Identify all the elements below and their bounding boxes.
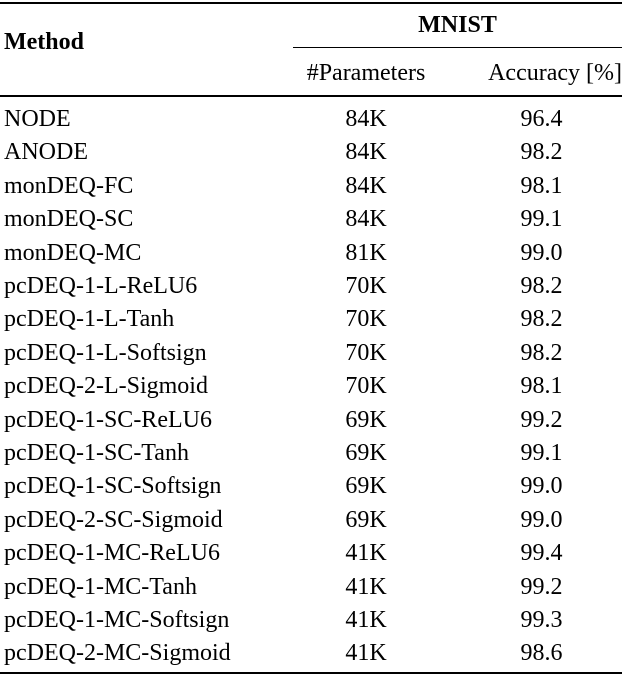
table-row [0, 104, 622, 137]
parameters-cell: 41K [345, 640, 387, 667]
parameters-cell: 69K [345, 440, 387, 466]
parameters-cell: 41K [345, 573, 387, 600]
parameters-cell: 69K [345, 473, 387, 500]
accuracy-cell: 99.0 [520, 473, 563, 500]
accuracy-cell: 98.2 [520, 339, 563, 366]
mnist-group-header: MNIST [418, 12, 497, 38]
accuracy-cell: 99.2 [520, 406, 563, 433]
method-cell: pcDEQ-2-L-Sigmoid [4, 373, 208, 400]
parameters-cell: 70K [345, 373, 387, 400]
accuracy-cell: 99.1 [520, 206, 563, 233]
method-cell: pcDEQ-1-MC-Tanh [4, 573, 197, 600]
method-cell: pcDEQ-1-SC-Softsign [4, 473, 222, 500]
method-cell: ANODE [4, 139, 88, 166]
accuracy-cell: 98.2 [520, 139, 563, 166]
method-cell: pcDEQ-1-SC-ReLU6 [4, 406, 212, 433]
group-rule [293, 47, 622, 48]
bottom-rule [0, 672, 622, 674]
method-cell: pcDEQ-2-SC-Sigmoid [4, 506, 223, 533]
table-row [0, 638, 622, 671]
parameters-cell: 70K [345, 339, 387, 366]
method-cell: monDEQ-FC [4, 172, 134, 199]
parameters-cell: 84K [345, 172, 387, 199]
table-row [0, 271, 622, 304]
table-row [0, 171, 622, 204]
accuracy-cell: 99.2 [520, 573, 563, 600]
method-cell: monDEQ-SC [4, 206, 134, 233]
accuracy-cell: 99.1 [520, 440, 563, 466]
parameters-header: #Parameters [306, 60, 426, 86]
method-cell: pcDEQ-2-MC-Sigmoid [4, 640, 231, 667]
accuracy-cell: 98.2 [520, 306, 563, 333]
table-row [0, 505, 622, 538]
table-row [0, 538, 622, 571]
table-row [0, 137, 622, 170]
parameters-cell: 84K [345, 139, 387, 166]
table-row [0, 204, 622, 237]
table-row [0, 471, 622, 504]
accuracy-cell: 99.4 [520, 540, 563, 567]
accuracy-cell: 98.1 [520, 172, 563, 199]
table-row [0, 338, 622, 371]
accuracy-cell: 99.0 [520, 506, 563, 533]
method-cell: pcDEQ-1-MC-Softsign [4, 607, 230, 633]
method-cell: pcDEQ-1-SC-Tanh [4, 440, 189, 466]
parameters-cell: 70K [345, 306, 387, 333]
parameters-cell: 41K [345, 540, 387, 567]
method-cell: pcDEQ-1-L-Softsign [4, 339, 207, 366]
table-row [0, 371, 622, 404]
method-cell: pcDEQ-1-L-Tanh [4, 306, 175, 333]
parameters-cell: 84K [345, 106, 387, 132]
parameters-cell: 84K [345, 206, 387, 233]
method-cell: pcDEQ-1-MC-ReLU6 [4, 540, 220, 567]
parameters-cell: 70K [345, 273, 387, 299]
parameters-cell: 69K [345, 406, 387, 433]
method-header: Method [4, 29, 84, 55]
method-cell: NODE [4, 106, 71, 132]
parameters-cell: 81K [345, 239, 387, 266]
accuracy-cell: 96.4 [520, 106, 563, 132]
top-rule [0, 2, 622, 4]
method-cell: pcDEQ-1-L-ReLU6 [4, 273, 198, 299]
method-cell: monDEQ-MC [4, 239, 142, 266]
table-row [0, 304, 622, 337]
accuracy-cell: 98.2 [520, 273, 563, 299]
parameters-cell: 41K [345, 607, 387, 633]
accuracy-cell: 98.1 [520, 373, 563, 400]
table-row [0, 438, 622, 471]
accuracy-cell: 99.3 [520, 607, 563, 633]
table-row [0, 405, 622, 438]
accuracy-cell: 98.6 [520, 640, 563, 667]
mid-rule [0, 95, 622, 97]
table-row [0, 605, 622, 638]
accuracy-header: Accuracy [%] [488, 60, 622, 86]
table-row [0, 238, 622, 271]
parameters-cell: 69K [345, 506, 387, 533]
table-row [0, 572, 622, 605]
accuracy-cell: 99.0 [520, 239, 563, 266]
